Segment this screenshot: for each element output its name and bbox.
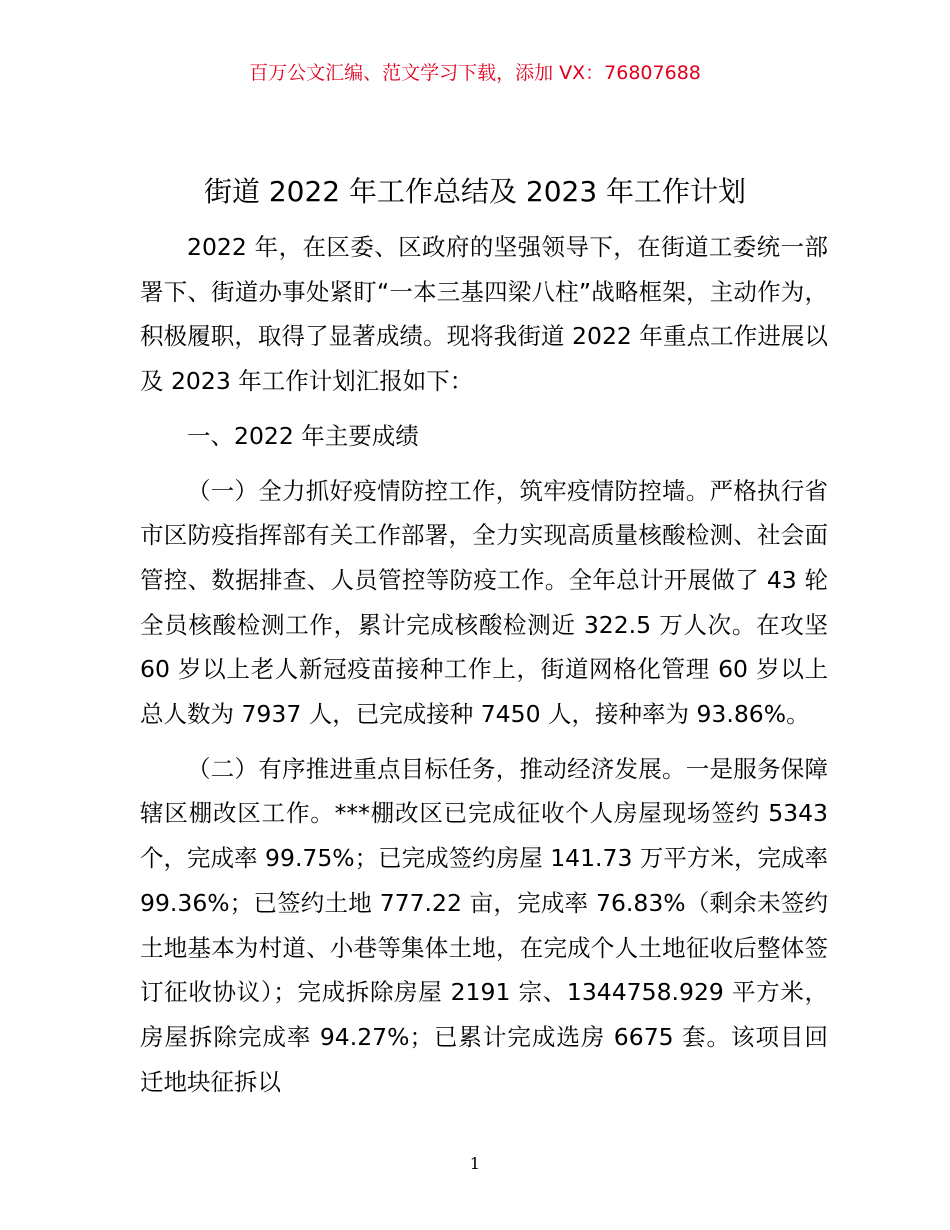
epidemic-paragraph: （一）全力抓好疫情防控工作，筑牢疫情防控墙。严格执行省市区防疫指挥部有关工作部署，全力实现高质量核酸检测、社会面管控、数据排查、人员管控等防疫工作。全年总计开展做了 43 轮全员核酸检测工作，累计完成核酸检测近 322.5 万人次。在攻坚 60 岁以上老人新冠疫苗接种工作上，街道网格化管理 60 岁以上总人数为 7937 人，已完成接种 7450 人，接种率为 93.86%。 — [140, 476, 828, 729]
section-heading: 一、2022 年主要成绩 — [187, 421, 419, 450]
intro-paragraph: 2022 年，在区委、区政府的坚强领导下，在街道工委统一部署下、街道办事处紧盯“一本三基四梁八柱”战略框架，主动作为，积极履职，取得了显著成绩。现将我街道 2022 年重点工作进展以及 2023 年工作计划汇报如下： — [140, 233, 828, 396]
economy-paragraph: （二）有序推进重点目标任务，推动经济发展。一是服务保障辖区棚改区工作。***棚改区已完成征收个人房屋现场签约 5343 个，完成率 99.75%；已完成签约房屋 141.73 万平方米，完成率 99.36%；已签约土地 777.22 亩，完成率 76.83%（剩余未签约土地基本为村道、小巷等集体土地，在完成个人土地征收后整体签订征收协议）；完成拆除房屋 2191 宗、1344758.929 平方米，房屋拆除完成率 94.27%；已累计完成选房 6675 套。该项目回迁地块征拆以 — [140, 754, 828, 1096]
page-number: 1 — [469, 1154, 481, 1173]
spacer — [140, 404, 828, 414]
spacer — [140, 737, 828, 747]
watermark-header: 百万公文汇编、范文学习下载，添加 VX：76807688 — [249, 62, 701, 84]
spacer — [140, 459, 828, 469]
document-body — [140, 225, 828, 1104]
document-title: 街道 2022 年工作总结及 2023 年工作计划 — [203, 175, 747, 208]
